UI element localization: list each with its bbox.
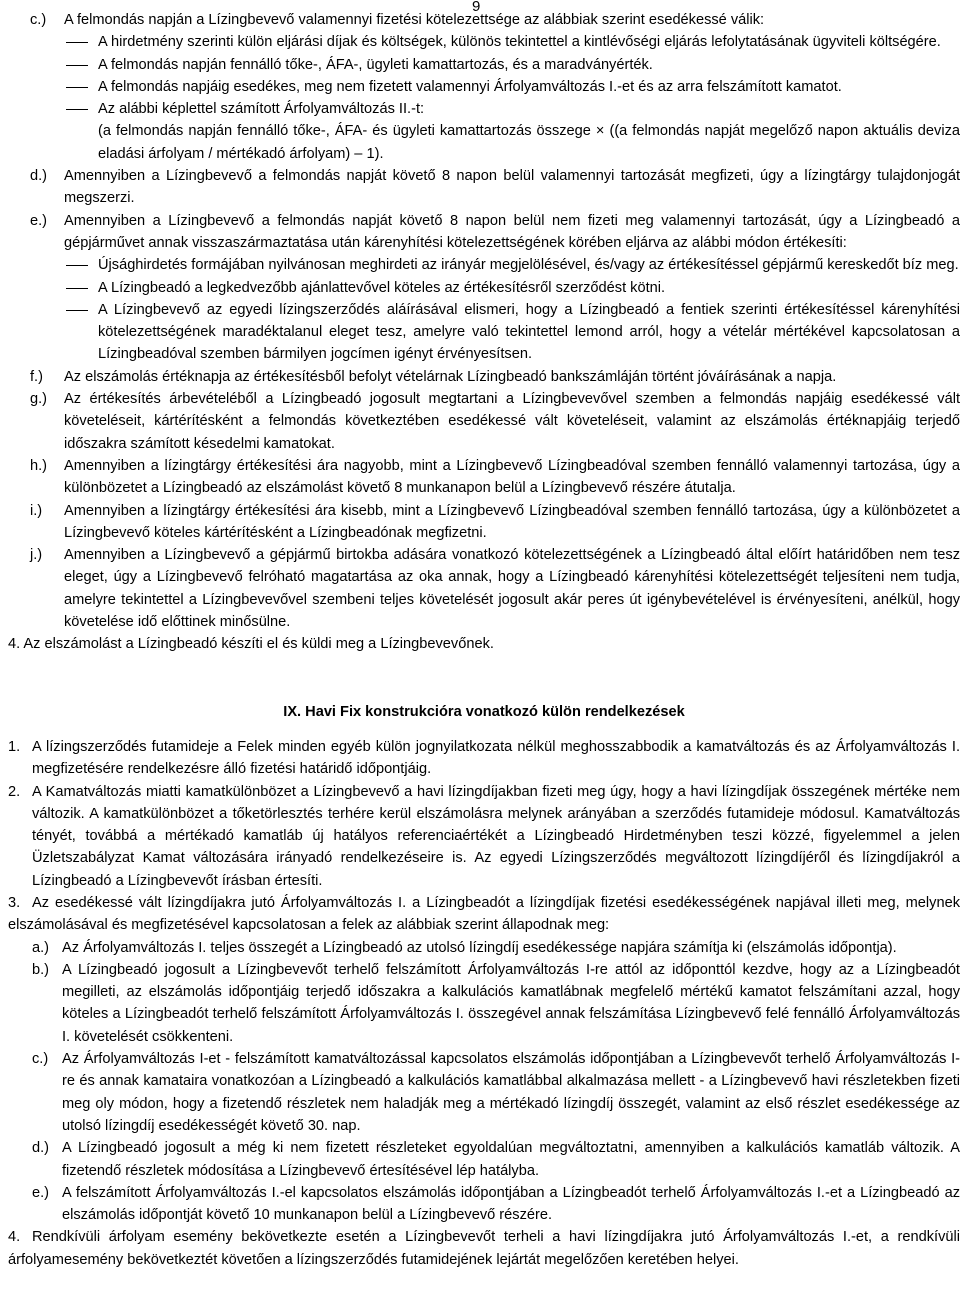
item-label: 3. xyxy=(8,894,21,911)
item-text: Az értékesítés árbevételéből a Lízingbeadó jogosult megtartani a Lízingbevevővel szemben a felmondás napjáig esedékessé vált követeléseit, kártérítésként a felmondás következtében esedékessé vált követeléseit, valamint az elszámolás értéknapjáig terjedő időszakra számított késedelmi kamatokat. xyxy=(64,391,960,452)
numbered-item-1 xyxy=(8,736,960,781)
item-text: A felszámított Árfolyamváltozás I.-el kapcsolatos elszámolás időpontjában a Lízingbeadót terhelő Árfolyamváltozás I.-et a Lízingbeadó az elszámolás időpontját követő 10 munkanapon belül a Lízingbevevő részére. xyxy=(62,1184,960,1224)
item-text: Amennyiben a lízingtárgy értékesítési ára nagyobb, mint a Lízingbevevő Lízingbeadóval szemben fennálló valamennyi tartozása, úgy a különbözetet a Lízingbeadó az elszámolást követő 8 munkanapon belül a Lízingbevevő részére átutalja. xyxy=(64,457,960,497)
item-text: A lízingszerződés futamideje a Felek minden egyéb külön jognyilatkozata nélkül meghosszabbodik a kamatváltozás és az Árfolyamváltozás I. megfizetésére rendelkezésre álló fizetési határidő időpontjáig. xyxy=(32,738,960,778)
item-label: f.) xyxy=(30,368,43,385)
section-heading: IX. Havi Fix konstrukcióra vonatkozó külön rendelkezések xyxy=(283,703,685,720)
item-text: A Lízingbeadó jogosult a Lízingbevevőt terhelő felszámított Árfolyamváltozás I-re attól az időponttól kezdve, hogy az a Lízingbeadót megilleti, az elszámolás időpontjáig terjedő időszakra a kalkulációs kamatlábnak megfelelő mértékű kamatot felszámítani azzal, hogy köteles a Lízingbeadót terhelő felszámított Árfolyamváltozás I. összegével annak felszámítása Lízingbevevő felé fennálló Árfolyamváltozás I. követelését csökkenteni. xyxy=(62,961,960,1045)
item-label: d.) xyxy=(32,1140,50,1157)
dash-item xyxy=(8,31,960,53)
dash-text: A hirdetmény szerinti külön eljárási díjak és költségek, különös tekintettel a kintlévőségi eljárás lefolytatásának ügyviteli költségére. xyxy=(98,34,941,51)
sub-item-e xyxy=(8,1182,960,1227)
dash-item xyxy=(8,299,960,366)
dash-item xyxy=(8,277,960,299)
dash-bullet-icon xyxy=(66,87,88,88)
item-label: 1. xyxy=(8,738,21,755)
item-text: Az Árfolyamváltozás I. teljes összegét a Lízingbeadó az utolsó lízingdíj esedékessége napjára számítja ki (elszámolás időpontja). xyxy=(62,939,897,956)
page-number: 9 xyxy=(472,0,481,15)
item-label: a.) xyxy=(32,939,50,956)
list-item-c xyxy=(8,9,960,31)
item-label: c.) xyxy=(30,12,47,28)
item-label: b.) xyxy=(32,961,50,978)
dash-bullet-icon xyxy=(66,65,88,66)
dash-text: A Lízingbeadó a legkedvezőbb ajánlattevővel köteles az értékesítésről szerződést kötni. xyxy=(98,279,666,296)
item-label: g.) xyxy=(30,391,48,408)
item-label: 2. xyxy=(8,783,21,800)
dash-text: (a felmondás napján fennálló tőke-, ÁFA- és ügyleti kamattartozás összege × ((a felmondás napját megelőző napon aktuális deviza eladási árfolyam / mértékadó árfolyam) – 1). xyxy=(98,123,960,162)
numbered-item-3 xyxy=(8,892,960,937)
paragraph-4: 4. Az elszámolást a Lízingbeadó készíti el és küldi meg a Lízingbevevőnek. xyxy=(8,636,494,653)
list-item-g xyxy=(8,388,960,455)
dash-text: Az alábbi képlettel számított Árfolyamváltozás II.-t: xyxy=(98,101,425,118)
item-text: Amennyiben a lízingtárgy értékesítési ára kisebb, mint a Lízingbevevő Lízingbeadóval szemben fennálló tartozása, úgy a különbözetet a Lízingbevevő köteles kártérítésként a Lízingbeadónak megfizetni. xyxy=(64,502,960,541)
list-item-d xyxy=(8,165,960,210)
dash-text: A felmondás napján fennálló tőke-, ÁFA-, ügyleti kamattartozás, és a maradványérték. xyxy=(98,56,653,73)
dash-text: A Lízingbevevő az egyedi lízingszerződés aláírásával elismeri, hogy a Lízingbeadó a fentiek szerinti értékesítéssel kárenyhítési kötelezettségének maradéktalanul eleget tesz, amelyre való tekintettel lemond arról, hogy a vételár mértékével kapcsolatosan a Lízingbeadóval szemben bármilyen jogcímen igényt érvényesítsen. xyxy=(98,301,960,363)
item-text: A Lízingbeadó jogosult a még ki nem fizetett részleteket egyoldalúan megváltoztatni, amennyiben a kalkulációs kamatláb változik. A fizetendő részletek módosítása a Lízingbevevő értesítésével lép hatályba. xyxy=(62,1140,960,1179)
item-label: c.) xyxy=(32,1051,49,1068)
dash-item xyxy=(8,254,960,276)
sub-item-a xyxy=(8,937,960,959)
item-text: Az Árfolyamváltozás I-et - felszámított kamatváltozással kapcsolatos elszámolás időpontjában a Lízingbevevőt terhelő Árfolyamváltozás I-re és annak kamataira vonatkozóan a Lízingbeadó a kalkulációs kamatlábbal alkalmazása mellett - a Lízingbevevő havi részletekben fizeti meg oly módon, hogy a fizetendő részletek nem haladják meg a mértékadó lízingdíj összegét, valamint az első részlet esedékessége az utolsó lízingdíj esedékességét követő 30. nap. xyxy=(62,1051,960,1134)
dash-bullet-icon xyxy=(66,109,88,110)
dash-item xyxy=(8,54,960,76)
dash-bullet-icon xyxy=(66,42,88,43)
item-text: Amennyiben a Lízingbevevő a felmondás napját követő 8 napon belül valamennyi tartozását megfizeti, úgy a lízingtárgy tulajdonjogát megszerzi. xyxy=(64,168,960,207)
item-text: A Kamatváltozás miatti kamatkülönbözet a Lízingbevevő a havi lízingdíjakban fizeti meg úgy, hogy a havi lízingdíjak összegének mértéke nem változik. A kamatkülönbözet a tőketörlesztés terhére kerül elszámolásra melynek arányában a szerződés futamideje módosul. Kamatváltozás tényét, továbbá a mértékadó kamatláb új hatályos referenciaértékét a Lízingbeadó Hirdetményben teszi közzé, figyelemmel a jelen Üzletszabályzat Kamat változására irányadó rendelkezéseire is. Az egyedi Lízingszerződés megváltozott lízingdíjéről és lízingdíjakról a Lízingbeadó a Lízingbevevőt írásban értesíti. xyxy=(32,783,960,889)
dash-bullet-icon xyxy=(66,288,88,289)
list-item-i xyxy=(8,500,960,545)
sub-item-d xyxy=(8,1137,960,1182)
item-text: Az esedékessé vált lízingdíjakra jutó Árfolyamváltozás I. a Lízingbeadót a lízingdíjak fizetési esedékességének napjával illeti meg, melynek elszámolásával és megfizetésével kapcsolatosan a felek az alábbiak szerint állapodnak meg: xyxy=(8,894,960,934)
list-item-e xyxy=(8,210,960,255)
sub-item-b xyxy=(8,959,960,1048)
item-label: e.) xyxy=(30,212,48,229)
item-text: Rendkívüli árfolyam esemény bekövetkezte esetén a Lízingbevevőt terheli a havi lízingdíjakra jutó Árfolyamváltozás I.-et, a rendkívüli árfolyamesemény bekövetkeztét követően a lízingszerződés futamidejének lejártát megelőzően keretében helyei. xyxy=(8,1229,960,1268)
dash-text: Újsághirdetés formájában nyilvánosan meghirdeti az irányár megjelölésével, és/vagy az értékesítéssel gépjármű kereskedőt bíz meg. xyxy=(98,257,959,274)
dash-text: A felmondás napjáig esedékes, meg nem fizetett valamennyi Árfolyamváltozás I.-et és az arra felszámított kamatot. xyxy=(98,78,842,95)
item-label: 4. xyxy=(8,1229,21,1246)
document-body xyxy=(8,9,960,1271)
item-text: Az elszámolás értéknapja az értékesítésből befolyt vételárnak Lízingbeadó bankszámláján történt jóváírásának a napja. xyxy=(64,368,837,385)
item-text: Amennyiben a Lízingbevevő a gépjármű birtokba adására vonatkozó kötelezettségének a Lízingbeadó által előírt határidőben nem tesz eleget, úgy a Lízingbevevő felróható magatartása az oka annak, hogy a Lízingbeadó kárenyhítési kötelezettségét teljesíteni nem tudja, amelyre tekintettel a Lízingbevevővel szembeni teljes követelését jogosult akár peres út igénybevételével is érvényesíteni, anélkül, hogy követelése idő előttinek minősülne. xyxy=(64,547,960,631)
item-text: Amennyiben a Lízingbevevő a felmondás napját követő 8 napon belül nem fizeti meg valamennyi tartozását, úgy a Lízingbeadó a gépjárművet annak visszaszármaztatása után kárenyhítési kötelezettségének körében eljárva az alábbi módon értékesíti: xyxy=(64,212,960,251)
list-item-h xyxy=(8,455,960,500)
item-label: h.) xyxy=(30,457,48,474)
item-label: i.) xyxy=(30,502,43,519)
item-label: e.) xyxy=(32,1184,50,1201)
formula-text xyxy=(8,120,960,165)
dash-bullet-icon xyxy=(66,265,88,266)
item-text: A felmondás napján a Lízingbevevő valamennyi fizetési kötelezettsége az alábbiak szerint esedékessé válik: xyxy=(64,12,765,28)
dash-bullet-icon xyxy=(66,310,88,311)
dash-item xyxy=(8,98,960,120)
item-label: d.) xyxy=(30,168,48,185)
list-item-f xyxy=(8,366,960,388)
numbered-item-2 xyxy=(8,781,960,892)
numbered-item-4 xyxy=(8,1226,960,1271)
item-label: j.) xyxy=(30,547,43,564)
list-item-j xyxy=(8,544,960,633)
sub-item-c xyxy=(8,1048,960,1137)
dash-item xyxy=(8,76,960,98)
